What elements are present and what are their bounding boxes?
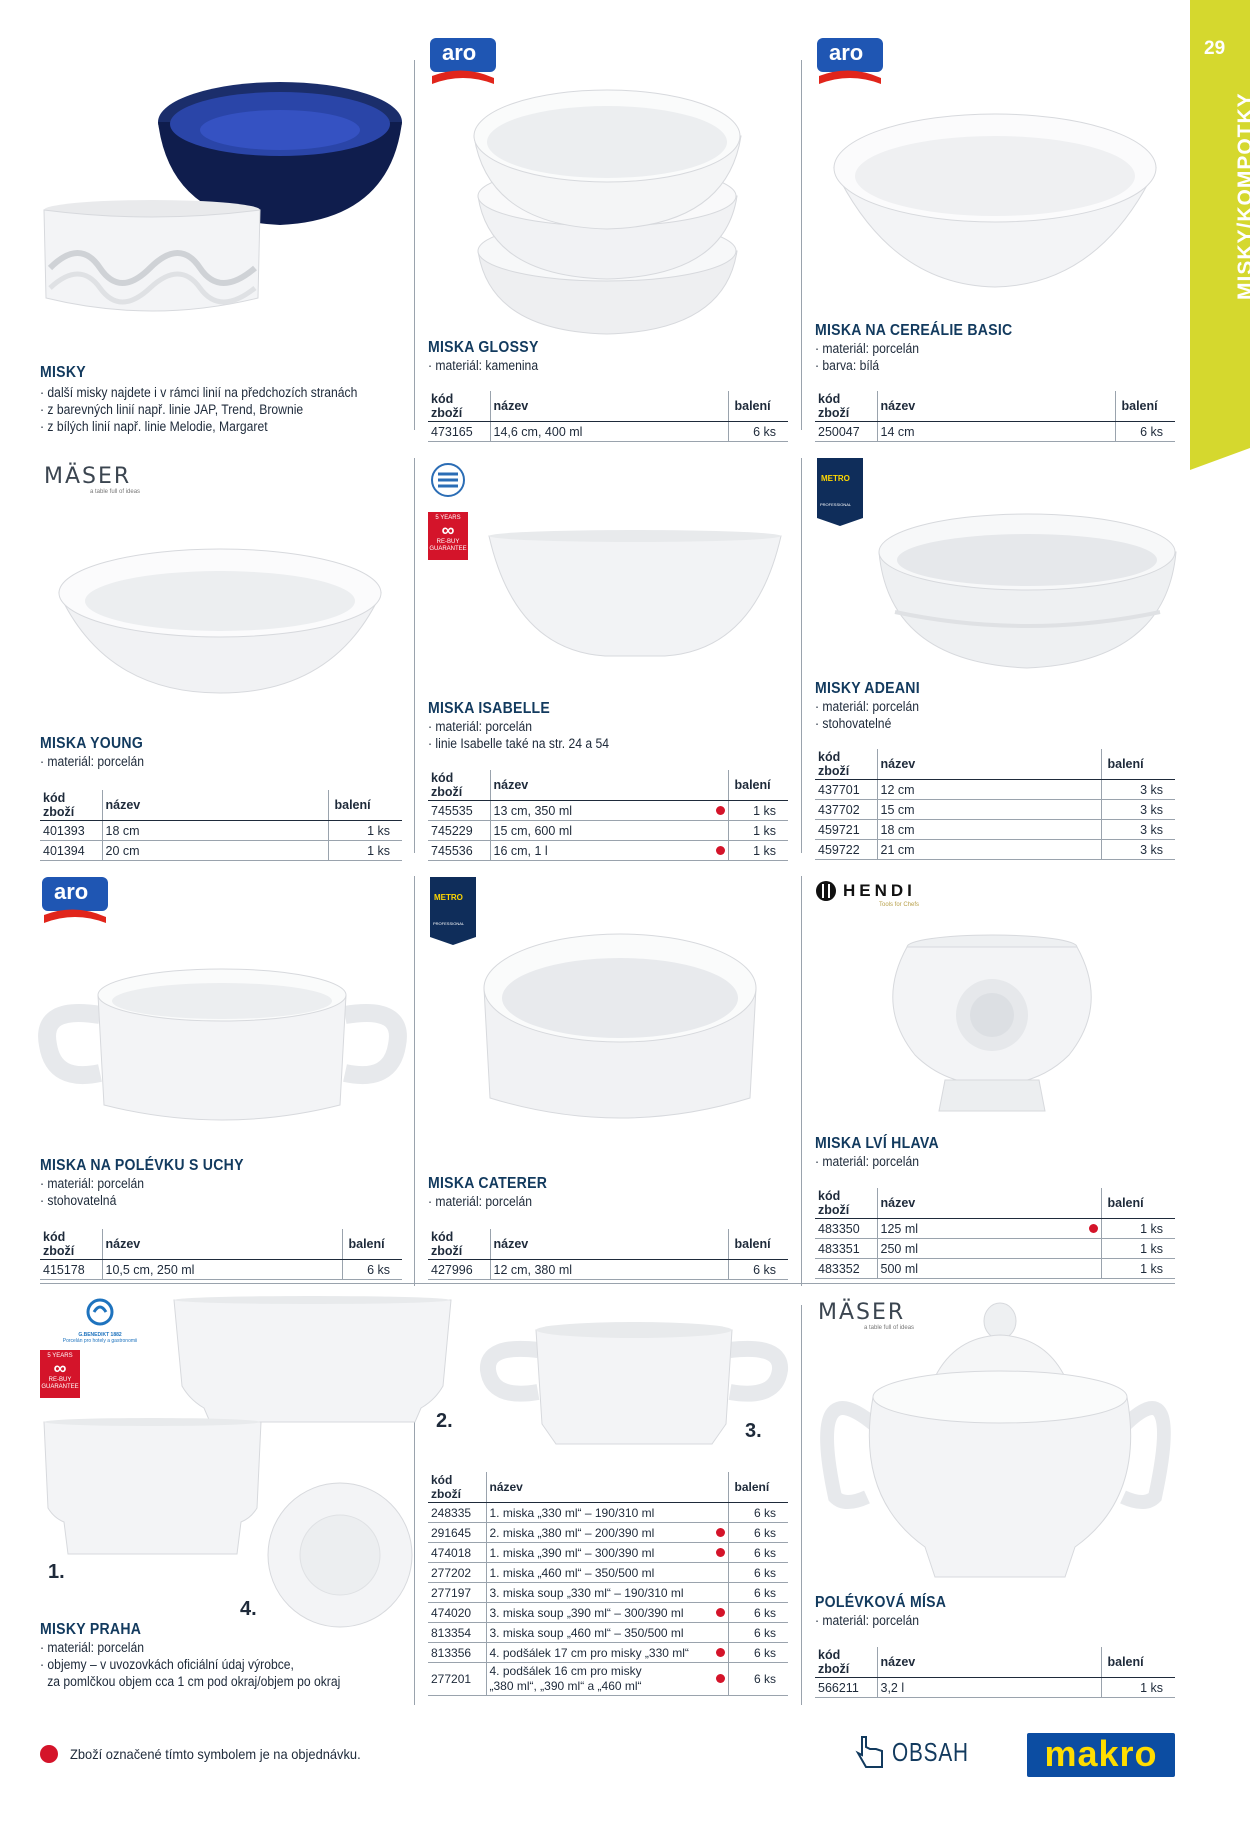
caterer-table: kód zboží název balení 427996 12 cm, 380 ml 6 ks [428, 1229, 788, 1280]
table-row: 459722 21 cm 3 ks [815, 840, 1175, 860]
lion-head-bowl-image [885, 935, 1100, 1115]
cereal-desc-1: · materiál: porcelán [815, 340, 1017, 357]
side-tab-label: MISKY/KOMPOTKY [1234, 92, 1257, 300]
isabelle-bowl-image [485, 530, 785, 660]
soup-handles-desc-2: · stohovatelná [40, 1192, 248, 1209]
order-dot-icon [716, 1528, 725, 1537]
isabelle-desc-2: · linie Isabelle také na str. 24 a 54 [428, 735, 609, 752]
lion-block [815, 1135, 956, 1170]
misky-desc-2: · z barevných linií např. linie JAP, Trend, Brownie [40, 401, 357, 418]
soup-handles-block [40, 1157, 272, 1209]
praha-saucer-image [265, 1480, 415, 1630]
table-row: 437701 12 cm 3 ks [815, 780, 1175, 800]
misky-desc-1: · další misky najdete i v rámci linií na předchozích stranách [40, 384, 357, 401]
praha-bowl-1-image [40, 1418, 265, 1558]
praha-label-3: 3. [745, 1420, 762, 1442]
table-row: 437702 15 cm 3 ks [815, 800, 1175, 820]
order-dot-icon [716, 1548, 725, 1557]
caterer-title: MISKA CATERER [428, 1175, 548, 1192]
cereal-table: kód zboží název balení 250047 14 cm 6 ks [815, 391, 1175, 442]
glossy-desc-1: · materiál: kamenina [428, 357, 541, 374]
aro-logo: aro [430, 38, 496, 86]
table-row: 277201 4. podšálek 16 cm pro misky „380 ml“, „390 ml“ a „460 ml“ 6 ks [428, 1663, 788, 1696]
tureen-title: POLÉVKOVÁ MÍSA [815, 1594, 947, 1611]
praha-desc-3: za pomlčkou objem cca 1 cm pod okraj/objem po okraj [47, 1674, 341, 1689]
order-dot-icon [716, 806, 725, 815]
page-number: 29 [1204, 38, 1226, 59]
table-row: 483350 125 ml 1 ks [815, 1219, 1175, 1239]
table-row: 745535 13 cm, 350 ml 1 ks [428, 801, 788, 821]
caterer-block [428, 1175, 563, 1210]
table-row: 483352 500 ml 1 ks [815, 1259, 1175, 1279]
cereal-title: MISKA NA CEREÁLIE BASIC [815, 322, 1013, 339]
glossy-bowls-image [470, 86, 745, 336]
suisse-langenthal-logo [430, 458, 466, 508]
praha-desc-1: · materiál: porcelán [40, 1639, 340, 1656]
side-tab [1190, 0, 1257, 470]
praha-block [40, 1621, 374, 1690]
isabelle-desc-1: · materiál: porcelán [428, 718, 609, 735]
lion-table: kód zboží název balení 483350 125 ml 1 ks 483351 250 ml 1 ks 483352 500 ml 1 ks [815, 1188, 1175, 1279]
cereal-block [815, 322, 1039, 374]
table-row: 427996 12 cm, 380 ml 6 ks [428, 1260, 788, 1280]
contents-link[interactable]: OBSAH [856, 1735, 988, 1769]
table-row: 483351 250 ml 1 ks [815, 1239, 1175, 1259]
order-dot-icon [716, 1674, 725, 1683]
cereal-bowl-image [830, 110, 1160, 290]
praha-soup-bowl-image [478, 1320, 790, 1450]
adeani-desc-2: · stohovatelné [815, 715, 922, 732]
order-dot-icon [1089, 1224, 1098, 1233]
table-row: 745536 16 cm, 1 l 1 ks [428, 841, 788, 861]
isabelle-title: MISKA ISABELLE [428, 700, 551, 717]
order-dot-icon [716, 1648, 725, 1657]
makro-logo: makro [1027, 1733, 1175, 1777]
aro-logo: aro [42, 877, 108, 925]
soup-handles-title: MISKA NA POLÉVKU S UCHY [40, 1157, 244, 1174]
table-row: 745229 15 cm, 600 ml 1 ks [428, 821, 788, 841]
glossy-table: kód zboží název balení 473165 14,6 cm, 400 ml 6 ks [428, 391, 788, 442]
table-row: 813356 4. podšálek 17 cm pro misky „330 ml“ 6 ks [428, 1643, 788, 1663]
table-row: 401394 20 cm 1 ks [40, 841, 402, 861]
young-block [40, 735, 157, 770]
adeani-title: MISKY ADEANI [815, 680, 920, 697]
praha-label-2: 2. [436, 1410, 453, 1432]
praha-label-1: 1. [48, 1561, 65, 1583]
young-bowl-image [55, 545, 385, 695]
caterer-desc-1: · materiál: porcelán [428, 1193, 550, 1210]
adeani-bowl-image [875, 512, 1180, 672]
maser-logo: MÄSER a table full of ideas [818, 1300, 915, 1331]
table-row: 474018 1. miska „390 ml“ – 300/390 ml 6 ks [428, 1543, 788, 1563]
table-row: 248335 1. miska „330 ml“ – 190/310 ml 6 ks [428, 1503, 788, 1523]
white-bowl-relief-image [40, 198, 265, 328]
order-dot-icon [40, 1745, 58, 1763]
isabelle-table: kód zboží název balení 745535 13 cm, 350 ml 1 ks 745229 15 cm, 600 ml 1 ks 745536 16 cm, 1 l 1 ks [428, 770, 788, 861]
soup-handles-desc-1: · materiál: porcelán [40, 1175, 248, 1192]
praha-title: MISKY PRAHA [40, 1621, 142, 1638]
young-desc-1: · materiál: porcelán [40, 753, 145, 770]
table-row: 291645 2. miska „380 ml“ – 200/390 ml 6 ks [428, 1523, 788, 1543]
lion-title: MISKA LVÍ HLAVA [815, 1135, 939, 1152]
table-row: 473165 14,6 cm, 400 ml 6 ks [428, 422, 788, 442]
tureen-block [815, 1594, 964, 1629]
soup-handles-table: kód zboží název balení 415178 10,5 cm, 250 ml 6 ks [40, 1229, 402, 1280]
adeani-table: kód zboží název balení 437701 12 cm 3 ks 437702 15 cm 3 ks 459721 18 cm 3 ks 459722 21 cm 3 ks [815, 749, 1175, 860]
table-row: 566211 3,2 l 1 ks [815, 1678, 1175, 1698]
praha-table: kód zboží název balení 248335 1. miska „330 ml“ – 190/310 ml 6 ks 291645 2. miska „380 ml“ – 200/390 ml 6 ks 474018 1. miska „390 ml“ – 300/390 ml 6 ks 277202 1. miska „460 ml“ – 350/500 ml 6 ks 277197 3. miska soup „330 ml“ – 190/310 ml 6 ks 474020 3. miska soup „390 ml“ – 300/390 ml 6 ks 813354 3. miska soup „460 ml“ – 350/500 ml 6 ks 813356 4. podšálek 17 cm pro misky „330 ml“ 6 ks 277201 4. podšálek 16 cm pro misky „380 ml“, „390 ml“ a „460 ml“ 6 ks [428, 1472, 788, 1696]
glossy-block [428, 339, 554, 374]
maser-logo: MÄSER a table full of ideas [44, 464, 141, 495]
lion-desc-1: · materiál: porcelán [815, 1153, 942, 1170]
tureen-table: kód zboží název balení 566211 3,2 l 1 ks [815, 1647, 1175, 1698]
table-row: 401393 18 cm 1 ks [40, 821, 402, 841]
benedikt-logo: G.BENEDIKT 1882 Porcelán pro hotely a gastronomii [40, 1297, 160, 1344]
table-row: 474020 3. miska soup „390 ml“ – 300/390 ml 6 ks [428, 1603, 788, 1623]
aro-logo: aro [817, 38, 883, 86]
hendi-mark-icon [815, 880, 837, 902]
table-row: 277197 3. miska soup „330 ml“ – 190/310 ml 6 ks [428, 1583, 788, 1603]
footer-note: Zboží označené tímto symbolem je na objednávku. [40, 1745, 386, 1763]
caterer-bowl-image [480, 928, 760, 1138]
metro-professional-logo: METRO PROFESSIONAL [430, 877, 476, 945]
hand-pointer-icon [856, 1735, 886, 1769]
glossy-title: MISKA GLOSSY [428, 339, 539, 356]
rebuy-badge: 5 YEARS ∞ RE-BUY GUARANTEE [428, 512, 468, 560]
misky-desc-3: · z bílých linií např. linie Melodie, Margaret [40, 418, 357, 435]
misky-title: MISKY [40, 364, 86, 381]
tureen-image [815, 1297, 1175, 1587]
adeani-desc-1: · materiál: porcelán [815, 698, 922, 715]
table-row: 250047 14 cm 6 ks [815, 422, 1175, 442]
praha-desc-2: · objemy – v uvozovkách oficiální údaj výrobce, [40, 1656, 340, 1673]
metro-professional-logo: METRO PROFESSIONAL [817, 458, 863, 526]
table-row: 277202 1. miska „460 ml“ – 350/500 ml 6 ks [428, 1563, 788, 1583]
tureen-desc-1: · materiál: porcelán [815, 1612, 949, 1629]
order-dot-icon [716, 846, 725, 855]
young-title: MISKA YOUNG [40, 735, 144, 752]
benedikt-mark-icon [85, 1297, 115, 1327]
isabelle-block [428, 700, 629, 752]
hendi-logo: HENDI Tools for Chefs [815, 880, 919, 908]
young-table: kód zboží název balení 401393 18 cm 1 ks 401394 20 cm 1 ks [40, 790, 402, 861]
table-row: 415178 10,5 cm, 250 ml 6 ks [40, 1260, 402, 1280]
praha-label-4: 4. [240, 1598, 257, 1620]
misky-block [40, 364, 393, 435]
order-dot-icon [716, 1608, 725, 1617]
praha-bowl-2-image [170, 1296, 455, 1426]
soup-handles-bowl-image [40, 965, 405, 1135]
table-row: 813354 3. miska soup „460 ml“ – 350/500 ml 6 ks [428, 1623, 788, 1643]
rebuy-badge: 5 YEARS ∞ RE-BUY GUARANTEE [40, 1350, 80, 1398]
table-row: 459721 18 cm 3 ks [815, 820, 1175, 840]
adeani-block [815, 680, 934, 732]
cereal-desc-2: · barva: bílá [815, 357, 1017, 374]
